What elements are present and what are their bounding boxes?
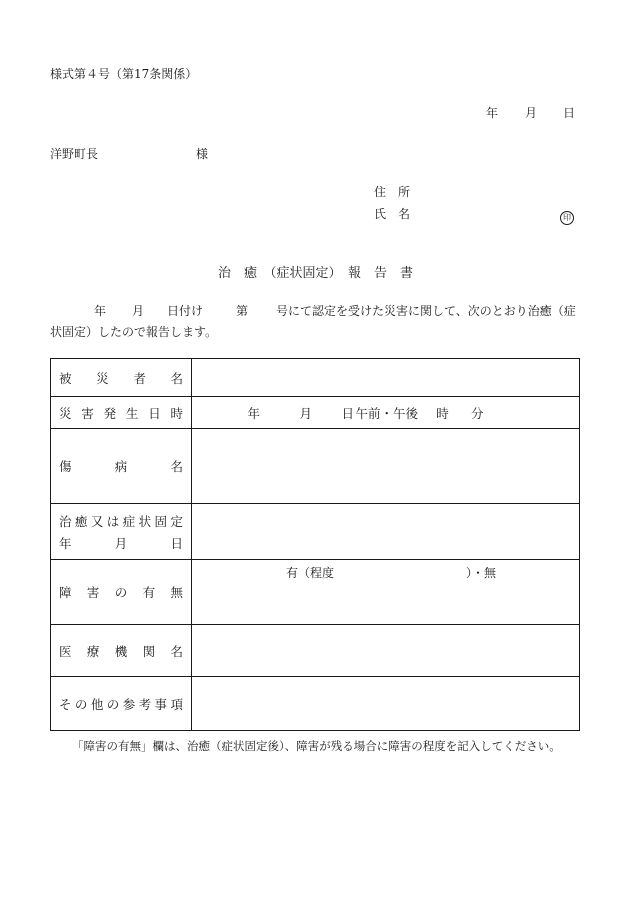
label-char: 名 [170, 459, 183, 474]
footnote: 「障害の有無」欄は、治癒（症状固定後）、障害が残る場合に障害の程度を記入してください。 [72, 739, 561, 753]
dt-year: 年 [247, 405, 261, 421]
label-char: 月 [114, 535, 128, 551]
seal-icon: 印 [560, 211, 574, 225]
injury-field[interactable] [192, 429, 580, 504]
dt-hour: 時 [436, 405, 449, 421]
table-row [51, 625, 580, 677]
table-row [51, 429, 580, 504]
injury-label [51, 457, 191, 475]
row-label [51, 429, 192, 504]
victim-name-label [51, 369, 191, 387]
table-row [51, 560, 580, 625]
label-char: 療 [86, 643, 100, 659]
intro-text: 号にて認定を受けた災害に関して、次のとおり治癒（症 [276, 304, 576, 318]
dt-month: 月 [299, 405, 313, 421]
row-label [51, 397, 192, 429]
row-label [51, 625, 192, 677]
recovery-date-label-line2 [51, 534, 191, 552]
incident-datetime-label [51, 404, 191, 422]
label-char: 傷 [59, 459, 72, 474]
report-table [50, 358, 580, 731]
label-char: 生 [125, 405, 139, 421]
label-char: 関 [142, 643, 156, 659]
label-char: 障 [59, 585, 72, 600]
recipient-name: 洋野町長 [50, 147, 99, 161]
recipient-honorific: 様 [196, 147, 209, 161]
label-char: 被 [59, 370, 72, 386]
label-char: の [106, 696, 120, 712]
medical-institution-label [51, 642, 191, 660]
label-char: 日 [170, 535, 183, 551]
label-char: 固 [154, 513, 168, 529]
row-label [51, 504, 192, 560]
label-char: 治 [59, 513, 72, 529]
label-char: 年 [59, 535, 72, 551]
date-day-label: 日 [563, 106, 576, 120]
datetime-template [192, 404, 579, 422]
label-char: 事 [154, 696, 168, 712]
label-char: 状 [138, 513, 152, 529]
label-char: 名 [170, 370, 183, 386]
dt-minute: 分 [470, 405, 484, 421]
label-char: 考 [138, 696, 152, 712]
row-label [51, 677, 192, 731]
label-char: 無 [170, 585, 183, 600]
label-char: 参 [122, 696, 136, 712]
label-char: 癒 [74, 513, 88, 529]
other-notes-field[interactable] [192, 677, 580, 731]
label-char: 又 [90, 513, 104, 529]
label-char: 時 [170, 405, 183, 421]
label-char: 災 [59, 405, 72, 421]
label-char: の [74, 696, 88, 712]
row-label [51, 359, 192, 397]
label-char: 定 [170, 513, 183, 529]
label-char: 者 [133, 370, 146, 386]
label-char: 機 [114, 643, 128, 659]
intro-number-prefix: 第 [236, 304, 249, 318]
label-char: 災 [96, 370, 109, 386]
intro-year: 年 [94, 304, 107, 318]
date-month-label: 月 [525, 106, 538, 120]
dt-day: 日 [341, 405, 355, 421]
table-row [51, 359, 580, 397]
label-char: 日 [148, 405, 161, 421]
table-row [51, 504, 580, 560]
label-char: は [106, 513, 120, 529]
label-char: 害 [86, 585, 100, 600]
label-char: 項 [170, 696, 183, 712]
medical-institution-field[interactable] [192, 625, 580, 677]
label-char: 病 [114, 459, 128, 474]
recovery-date-field[interactable] [192, 504, 580, 560]
intro-line-2: 状固定）したので報告します。 [50, 325, 218, 339]
label-char: 医 [59, 643, 72, 659]
date-year-label: 年 [486, 106, 499, 120]
label-char: 発 [103, 405, 117, 421]
label-char: 症 [122, 513, 136, 529]
address-label: 住 所 [374, 185, 411, 199]
document-title: 治 癒 （症状固定） 報 告 書 [218, 266, 414, 281]
other-notes-label [51, 695, 191, 713]
table-row [51, 677, 580, 731]
name-label: 氏 名 [374, 207, 411, 221]
recovery-date-label-line1 [51, 512, 191, 530]
disability-field[interactable] [192, 560, 580, 625]
intro-month: 月 [132, 304, 145, 318]
incident-datetime-field[interactable] [192, 397, 580, 429]
victim-name-field[interactable] [192, 359, 580, 397]
table-row [51, 397, 580, 429]
disability-label [51, 583, 191, 601]
intro-day: 日付け [167, 304, 204, 318]
dt-ampm: 午前・午後 [355, 405, 419, 421]
label-char: 害 [81, 405, 94, 421]
label-char: 他 [90, 696, 104, 712]
disability-text: 有（程度 ）・無 [286, 566, 497, 580]
label-char: そ [59, 696, 72, 712]
label-char: 有 [142, 585, 156, 600]
row-label [51, 560, 192, 625]
label-char: の [114, 585, 128, 600]
seal-mark [560, 205, 574, 225]
label-char: 名 [170, 643, 183, 659]
form-number: 様式第４号（第17条関係） [50, 67, 198, 81]
